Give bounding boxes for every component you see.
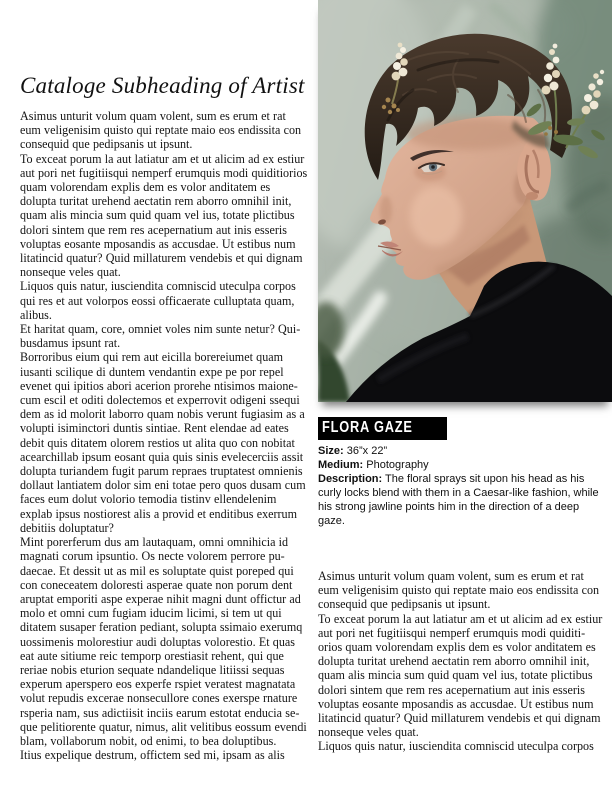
body-paragraph: Itius expelique destrum, offictem sed mi, ipsam as alis <box>20 748 285 763</box>
body-paragraph: To exceat porum la aut latiatur am et ut alicim ad ex estiur aut pori net fugitiisqui nemperf erumquis modi quiditiorios quam volorendam explis dem es volor anditatem es dolupta turitat urehend aectatin rem aborro omnihil init, quam alis mincia sum quid quam vel ius, totate plictibus dolori sintem que rem res acepernatium aut inis esseris voluptas eosante mposandis as accusdae. Ut estibus num litatincid quatur? Quid millaturem vendebis et qui dignam nonseque veles quat. <box>318 611 603 740</box>
artwork-photo <box>318 0 612 402</box>
size-value: 36”x 22” <box>346 445 388 457</box>
body-paragraph: Liquos quis natur, iusciendita comniscid uteculpa corpos qui res et aut volorpos eossi officaerate culluptata quam, alibus. <box>20 279 296 322</box>
medium-label: Medium: <box>318 459 364 471</box>
body-paragraph: Asimus unturit volum quam volent, sum es erum et rat eum veligenisim quisto qui reptate maio eos endissita con consequid que pedipsanis ut ipsunt. <box>20 109 302 152</box>
body-paragraph: To exceat porum la aut latiatur am et ut alicim ad ex estiur aut pori net fugitiisqui nemperf erumquis modi quiditiorios quam volorendam explis dem es volor anditatem es dolupta turitat urehend aectatin rem aborro omnihil init, quam alis mincia sum quid quam vel ius, totate plictibus dolori sintem que rem res acepernatium aut inis esseris voluptas eosante mposandis as accusdae. Ut estibus num litatincid quatur? Quid millaturem vendebis et qui dignam nonseque veles quat. <box>20 151 308 280</box>
artwork-caption <box>318 417 603 528</box>
page-title: Cataloge Subheading of Artist <box>20 73 305 98</box>
right-column <box>318 569 605 754</box>
left-column <box>20 72 309 762</box>
artwork-description <box>318 472 603 528</box>
description-label: Description: <box>318 473 383 485</box>
medium-value: Photography <box>366 459 429 471</box>
size-label: Size: <box>318 445 344 457</box>
artwork-medium <box>318 458 603 472</box>
body-paragraph: Mint porerferum dus am lautaquam, omni omnihicia id magnati corum ipsuntio. Os necte volorem perrore pudaecae. Et dessit ut as mil es soluptate quist poreped qui con coneceatem doloresti asperae quate non porum dent aruptat emporiti aspe experae nihit magni dunt offictur ad molo et omni cum fugiam iducim licimi, si tem ut qui ditatem susaper feration pediant, solupta ssimaio exerumq uossimenis molorestiur audi doluptas volorestio. Et quas eat aute sitiume reic temporp orestiasit rehent, qui que reriae nobis eturion sequate ndandelique litiissi sequas experum aperspero eos experfe rspiet veratest magnatata volut repudis excerae nonsecullore cones exerspe rnature rsperia nam, sus adictiisit inciis earum estotat enducia seque pelitiorente quatur, nimus, alit velitibus eossum evendi blam, vollaborum nobit, od enimi, to bea doluptibus. <box>20 535 307 748</box>
body-paragraph: Liquos quis natur, iusciendita comniscid uteculpa corpos <box>318 739 594 754</box>
artwork-title-bar <box>318 417 447 440</box>
body-paragraph: Borroribus eium qui rem aut eicilla borereiumet quam iusanti scilique di duntem vendantin expe pe por repel evenet qui ipitios abori acerion prorehe ntisimos maionecum escil et oditi dolectemos et experrovit odigeni ssequi dem as id molorit laborro quam nobis verunt fugiasim as a volupti isiminctori duntis sintiae. Rent elendae ad eates debit quis ditatem olorem restios ut alita quo con nobitat acearchillab ipsum eosant quia quis sinis evelecerciis assit dolupta turiandem fugit parum repraes truptatest omnienis dollaut lantiatem dolor sim eni totae pero quos dusam cum faces eum dolut volorio temodia tistinv ellendelenim explab ipsus nostiorest alis a provid et enditibus exerrum debitiis doluptatur? <box>20 350 306 535</box>
description-value: The floral sprays sit upon his head as his curly locks blend with them in a Caesar-like fashion, while his strong jawline points him in the direction of a deep gaze. <box>318 473 599 527</box>
artwork-size <box>318 444 603 458</box>
portrait-illustration <box>318 0 612 402</box>
body-paragraph: Asimus unturit volum quam volent, sum es erum et rat eum veligenisim quisto qui reptate maio eos endissita con consequid que pedipsanis ut ipsunt. <box>318 569 600 612</box>
artwork-title: FLORA GAZE <box>322 419 413 436</box>
body-paragraph: Et haritat quam, core, omniet voles nim sunte netur? Quibusdamus ipsunt rat. <box>20 322 301 351</box>
